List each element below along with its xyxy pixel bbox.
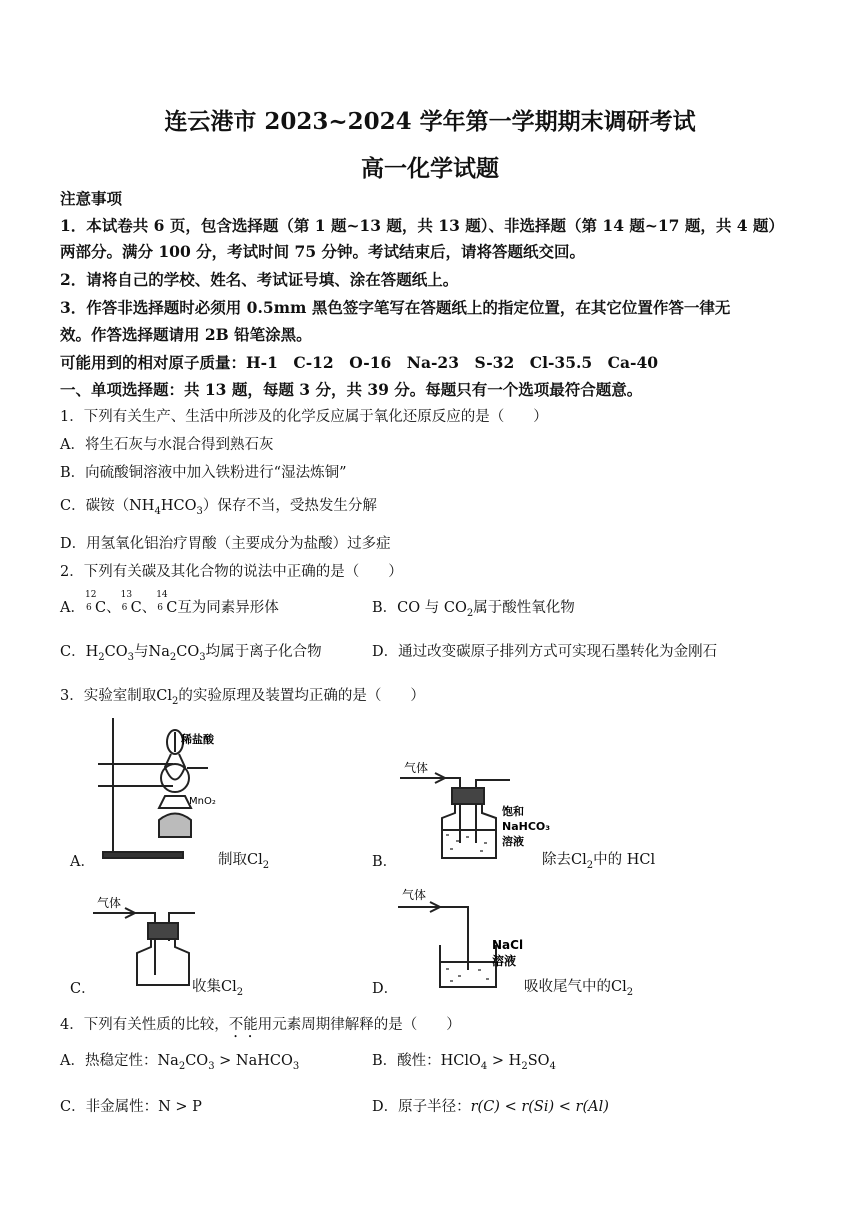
q3-option-b-caption: 除去$Cl_2$中的 HCl <box>542 852 656 871</box>
notice-item-3-line-2: 效。作答选择题请用 2B 铅笔涂黑。 <box>60 325 312 344</box>
notice-item-1-line-1: 1．本试卷共 6 页，包含选择题（第 1 题~13 题，共 13 题）、非选择题（第 14 题~17 题，共 4 题） <box>60 216 784 235</box>
q2-option-b: B．CO 与 $CO_2$属于酸性氧化物 <box>372 600 575 619</box>
q1-option-c: C．碳铵$(NH_4HCO_3)$保存不当，受热发生分解 <box>60 498 377 517</box>
label-saturated: 饱和 <box>502 805 524 818</box>
q1-option-b: B．向硫酸铜溶液中加入铁粉进行“湿法炼铜” <box>60 465 347 481</box>
label-gas-d: 气体 <box>402 888 427 902</box>
exam-title: 连云港市 2023~2024 学年第一学期期末调研考试 <box>164 108 696 135</box>
q3-option-a-caption: 制取$Cl_2$ <box>218 852 270 871</box>
q2-stem: 2．下列有关碳及其化合物的说法中正确的是（ ） <box>60 564 403 580</box>
apparatus-a-figure <box>93 712 243 862</box>
atomic-masses: 可能用到的相对原子质量：H-1 C-12 O-16 Na-23 S-32 Cl-35.5 Ca-40 <box>60 353 659 372</box>
q4-option-d: D．原子半径：r(C) < r(Si) < r(Al) <box>372 1099 609 1115</box>
q3-option-a-label: A． <box>70 854 95 870</box>
q3-option-b-label: B． <box>372 854 398 870</box>
q3-option-c-caption: 收集$Cl_2$ <box>192 979 244 998</box>
q4-stem: 4．下列有关性质的比较，不能用元素周期律解释的是（ ） <box>60 1017 461 1033</box>
apparatus-d-figure <box>398 885 528 995</box>
q3-option-c-label: C． <box>70 981 96 997</box>
q2-option-a: A． 12 6 C、 13 6 C、 14 6 C互为同素异形体 <box>60 590 279 616</box>
label-dilute-hcl: 稀盐酸 <box>181 733 214 746</box>
apparatus-b-figure <box>400 758 550 868</box>
q3-option-d-label: D． <box>372 981 399 997</box>
q4-option-c: C．非金属性：N > P <box>60 1099 202 1115</box>
label-nacl: NaCl <box>492 938 524 952</box>
q3-option-d-caption: 吸收尾气中的$Cl_2$ <box>524 979 634 998</box>
notice-item-3-line-1: 3．作答非选择题时必须用 0.5mm 黑色签字笔写在答题纸上的指定位置，在其它位置作答一律无 <box>60 298 731 317</box>
label-solution-b: 溶液 <box>502 835 524 848</box>
section-1-heading: 一、单项选择题：共 13 题，每题 3 分，共 39 分。每题只有一个选项最符合题意。 <box>60 380 643 399</box>
apparatus-c-figure <box>93 893 203 993</box>
label-nahco3: NaHCO₃ <box>502 820 550 833</box>
exam-subtitle: 高一化学试题 <box>361 155 499 182</box>
q4-option-a: A．热稳定性：$Na_2CO_3$ > NaHCO$_3$ <box>60 1053 300 1072</box>
q2-option-c: C．$H_2CO_3$与$Na_2CO_3$均属于离子化合物 <box>60 644 322 663</box>
notice-heading: 注意事项 <box>60 189 123 208</box>
q4-option-b: B．酸性：HClO$_4$ > $H_2SO_4$ <box>372 1053 556 1072</box>
q1-option-d: D．用氢氧化铝治疗胃酸（主要成分为盐酸）过多症 <box>60 536 391 552</box>
label-mno2: MnO₂ <box>189 796 216 807</box>
label-gas-b: 气体 <box>404 761 429 775</box>
label-solution-d: 溶液 <box>492 954 517 968</box>
q3-stem: 3．实验室制取$Cl_2$的实验原理及装置均正确的是（ ） <box>60 688 425 707</box>
label-gas-c: 气体 <box>97 896 122 910</box>
notice-item-2: 2．请将自己的学校、姓名、考试证号填、涂在答题纸上。 <box>60 270 459 289</box>
q2-option-d: D．通过改变碳原子排列方式可实现石墨转化为金刚石 <box>372 644 718 660</box>
q1-stem: 1．下列有关生产、生活中所涉及的化学反应属于氧化还原反应的是（ ） <box>60 409 548 425</box>
q1-option-a: A．将生石灰与水混合得到熟石灰 <box>60 437 274 453</box>
notice-item-1-line-2: 两部分。满分 100 分，考试时间 75 分钟。考试结束后，请将答题纸交回。 <box>60 242 586 261</box>
